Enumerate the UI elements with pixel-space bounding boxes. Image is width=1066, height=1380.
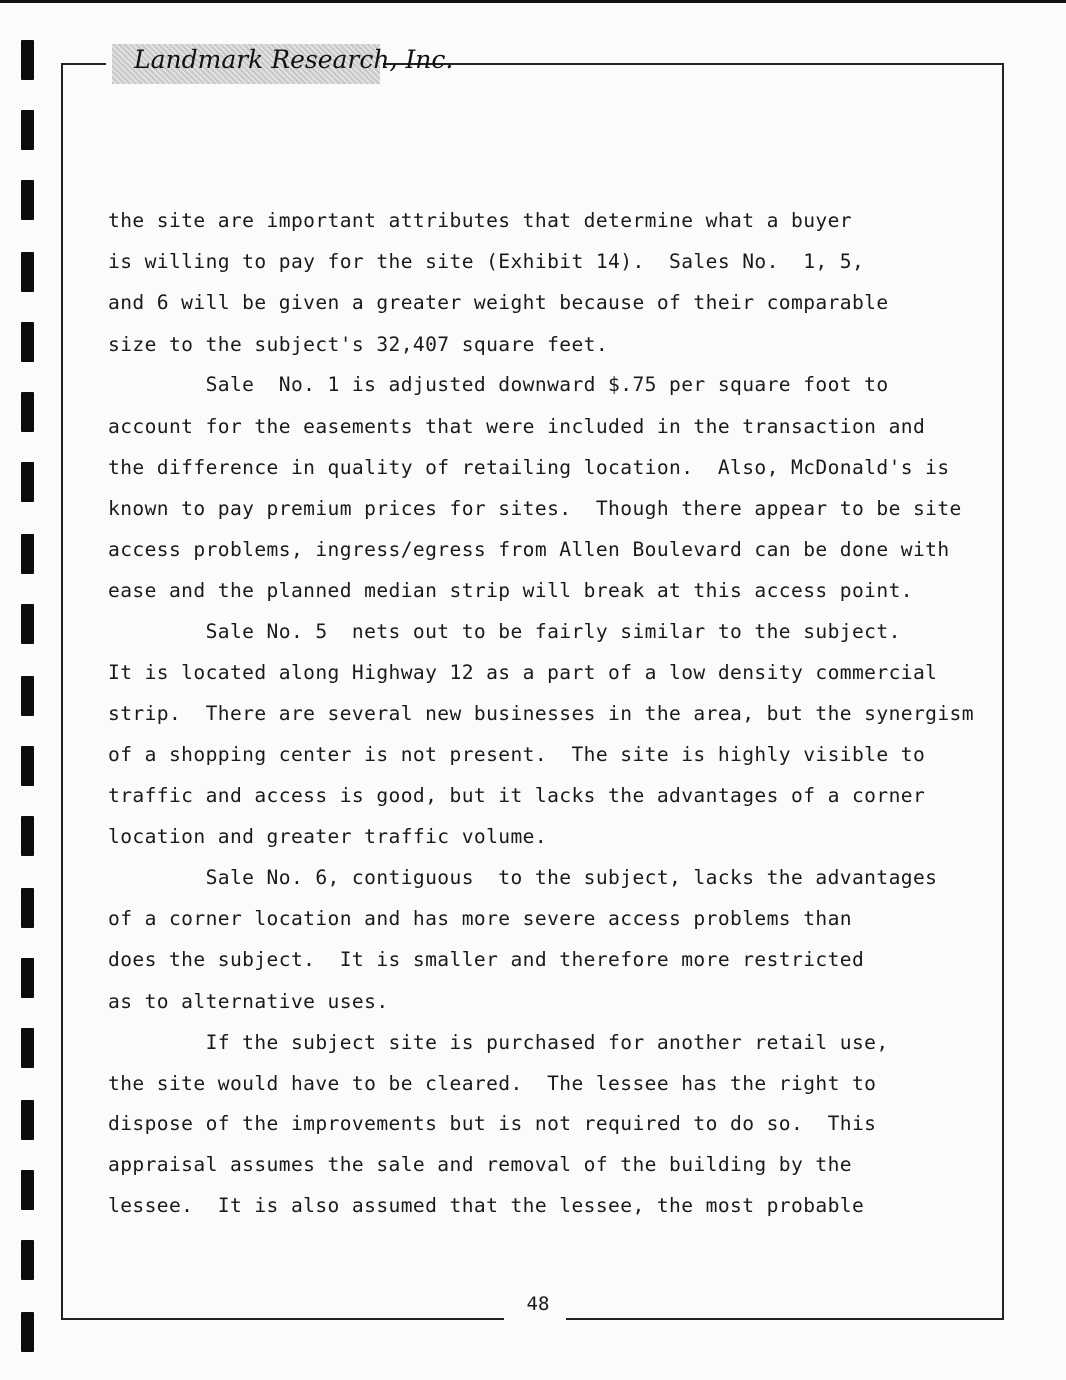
- page-top-edge: [0, 0, 1066, 3]
- body-text-line: and 6 will be given a greater weight because of their comparable: [108, 291, 889, 314]
- body-text-line: ease and the planned median strip will break at this access point.: [108, 579, 913, 602]
- body-text-line: Sale No. 6, contiguous to the subject, lacks the advantages: [108, 866, 938, 889]
- frame-top-border: [383, 63, 1004, 65]
- body-text-line: appraisal assumes the sale and removal of the building by the: [108, 1153, 852, 1176]
- frame-bottom-border: [61, 1318, 504, 1320]
- page-number: 48: [526, 1293, 550, 1315]
- body-text-line: is willing to pay for the site (Exhibit 14). Sales No. 1, 5,: [108, 250, 865, 273]
- body-text-line: If the subject site is purchased for another retail use,: [108, 1031, 889, 1054]
- body-text-line: lessee. It is also assumed that the lessee, the most probable: [108, 1194, 865, 1217]
- body-text-line: the difference in quality of retailing location. Also, McDonald's is: [108, 456, 950, 479]
- body-text-line: It is located along Highway 12 as a part of a low density commercial: [108, 661, 938, 684]
- binding-hole: [21, 816, 34, 856]
- body-text-line: of a corner location and has more severe access problems than: [108, 907, 852, 930]
- body-text-line: the site are important attributes that determine what a buyer: [108, 209, 852, 232]
- frame-top-border: [61, 63, 106, 65]
- binding-hole: [21, 958, 34, 998]
- binding-hole: [21, 604, 34, 644]
- body-text-line: of a shopping center is not present. The site is highly visible to: [108, 743, 926, 766]
- company-logo: [112, 44, 454, 84]
- binding-hole: [21, 1170, 34, 1210]
- binding-hole: [21, 1100, 34, 1140]
- binding-hole: [21, 1312, 34, 1352]
- binding-hole: [21, 746, 34, 786]
- body-text-line: size to the subject's 32,407 square feet.: [108, 333, 609, 356]
- body-text-line: location and greater traffic volume.: [108, 825, 548, 848]
- binding-hole: [21, 110, 34, 150]
- frame-left-border: [61, 63, 63, 1320]
- binding-hole: [21, 392, 34, 432]
- body-text-line: does the subject. It is smaller and therefore more restricted: [108, 948, 865, 971]
- binding-hole: [21, 676, 34, 716]
- body-text-line: known to pay premium prices for sites. Though there appear to be site: [108, 497, 962, 520]
- body-text-line: account for the easements that were included in the transaction and: [108, 415, 926, 438]
- body-text-line: the site would have to be cleared. The lessee has the right to: [108, 1072, 877, 1095]
- binding-hole: [21, 322, 34, 362]
- binding-hole: [21, 40, 34, 80]
- logo-text: Landmark Research, Inc.: [134, 45, 454, 74]
- binding-hole: [21, 462, 34, 502]
- binding-hole: [21, 252, 34, 292]
- binding-hole: [21, 888, 34, 928]
- body-text-line: as to alternative uses.: [108, 990, 389, 1013]
- frame-bottom-border: [566, 1318, 1004, 1320]
- body-text-line: Sale No. 1 is adjusted downward $.75 per square foot to: [108, 373, 889, 396]
- binding-hole: [21, 1240, 34, 1280]
- body-text-line: Sale No. 5 nets out to be fairly similar to the subject.: [108, 620, 901, 643]
- binding-hole: [21, 1028, 34, 1068]
- body-text-line: access problems, ingress/egress from Allen Boulevard can be done with: [108, 538, 950, 561]
- body-text-line: dispose of the improvements but is not required to do so. This: [108, 1112, 877, 1135]
- binding-hole: [21, 534, 34, 574]
- body-text-line: traffic and access is good, but it lacks the advantages of a corner: [108, 784, 926, 807]
- frame-right-border: [1002, 63, 1004, 1320]
- body-text-line: strip. There are several new businesses in the area, but the synergism: [108, 702, 974, 725]
- binding-hole: [21, 180, 34, 220]
